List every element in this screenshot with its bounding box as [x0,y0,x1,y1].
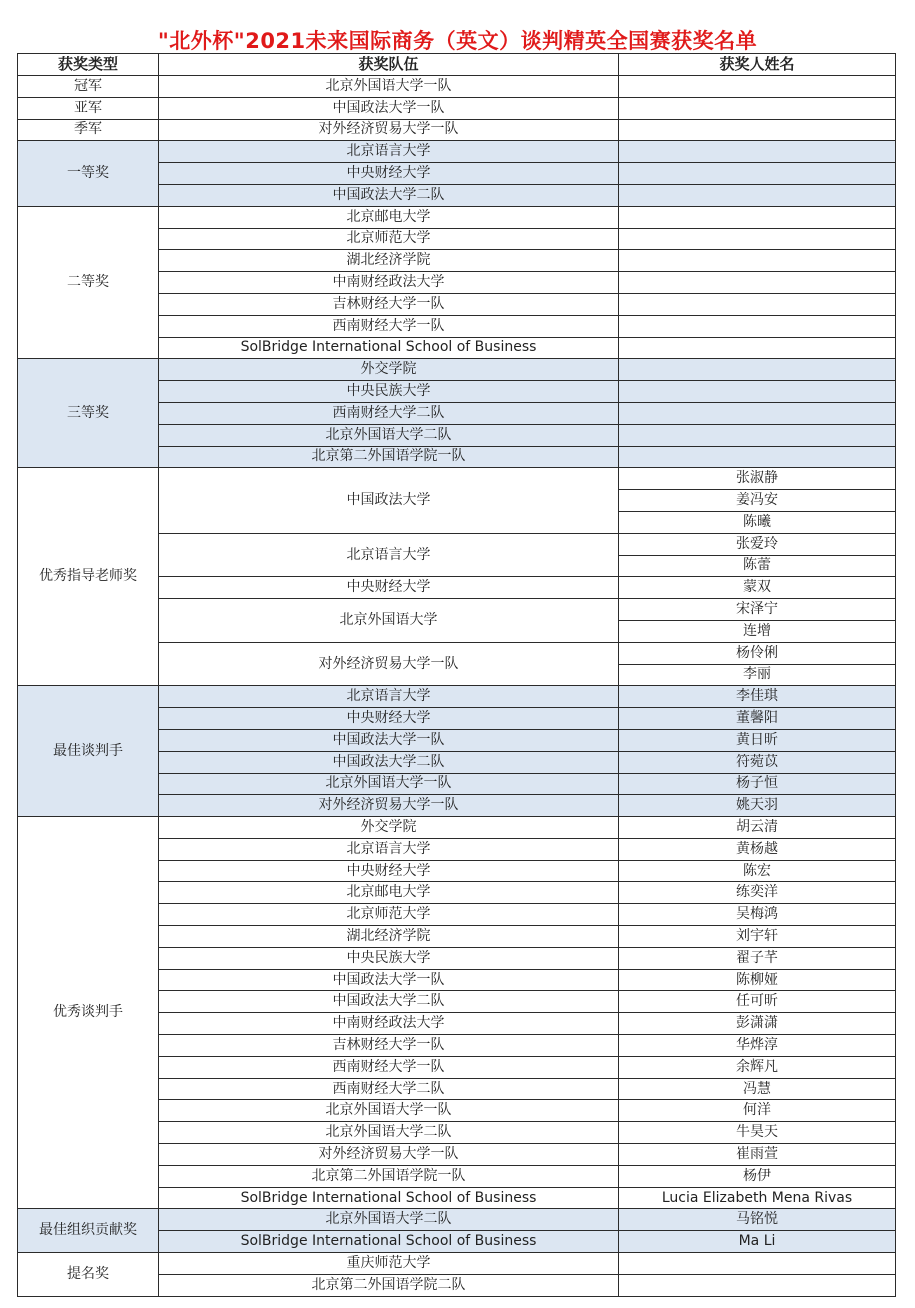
winner-name-cell: 黄日昕 [619,729,896,751]
team-cell: 中国政法大学一队 [159,729,619,751]
team-cell: SolBridge International School of Business [159,337,619,359]
winner-name-cell: 杨伶俐 [619,642,896,664]
winner-name-cell: 胡云清 [619,817,896,839]
winner-name-cell: 李丽 [619,664,896,686]
award-type-cell: 提名奖 [18,1253,159,1297]
winner-name-cell: 刘宇轩 [619,926,896,948]
winner-name-cell: 何洋 [619,1100,896,1122]
team-cell: 北京第二外国语学院一队 [159,446,619,468]
table-row [18,97,896,119]
team-cell: 北京外国语大学一队 [159,773,619,795]
team-cell: 北京外国语大学一队 [159,76,619,98]
team-cell: SolBridge International School of Business [159,1187,619,1209]
team-cell: 北京外国语大学二队 [159,1209,619,1231]
award-table [17,53,896,1297]
table-row [18,206,896,228]
award-type-cell: 优秀谈判手 [18,817,159,1209]
team-cell: 对外经济贸易大学一队 [159,1144,619,1166]
table-row [18,817,896,839]
award-type-cell: 三等奖 [18,359,159,468]
team-cell: 北京师范大学 [159,228,619,250]
team-cell: 对外经济贸易大学一队 [159,642,619,686]
award-type-cell: 二等奖 [18,206,159,359]
team-cell: 北京外国语大学 [159,599,619,643]
winner-name-cell: 陈柳娅 [619,969,896,991]
team-cell: 西南财经大学一队 [159,1056,619,1078]
winner-name-cell: Ma Li [619,1231,896,1253]
winner-name-cell [619,119,896,141]
winner-name-cell [619,315,896,337]
award-type-cell: 亚军 [18,97,159,119]
team-cell: 湖北经济学院 [159,926,619,948]
winner-name-cell: 姜冯安 [619,490,896,512]
team-cell: 外交学院 [159,817,619,839]
winner-name-cell [619,293,896,315]
winner-name-cell [619,228,896,250]
winner-name-cell: Lucia Elizabeth Mena Rivas [619,1187,896,1209]
table-row [18,359,896,381]
team-cell: 北京语言大学 [159,533,619,577]
team-cell: 吉林财经大学一队 [159,1035,619,1057]
winner-name-cell [619,337,896,359]
team-cell: 中央财经大学 [159,163,619,185]
winner-name-cell: 练奕洋 [619,882,896,904]
team-cell: 中国政法大学二队 [159,991,619,1013]
winner-name-cell: 蒙双 [619,577,896,599]
team-cell: SolBridge International School of Business [159,1231,619,1253]
table-header-row [18,54,896,76]
winner-name-cell: 马铭悦 [619,1209,896,1231]
team-cell: 中国政法大学二队 [159,184,619,206]
winner-name-cell: 张爱玲 [619,533,896,555]
award-type-cell: 最佳组织贡献奖 [18,1209,159,1253]
team-cell: 西南财经大学二队 [159,402,619,424]
winner-name-cell [619,1253,896,1275]
winner-name-cell: 杨伊 [619,1165,896,1187]
winner-name-cell: 彭潇潇 [619,1013,896,1035]
team-cell: 北京语言大学 [159,686,619,708]
table-row [18,1209,896,1231]
winner-name-cell: 董馨阳 [619,708,896,730]
winner-name-cell: 翟子芊 [619,947,896,969]
winner-name-cell [619,97,896,119]
team-cell: 中国政法大学一队 [159,969,619,991]
winner-name-cell [619,424,896,446]
winner-name-cell: 陈曦 [619,511,896,533]
winner-name-cell: 牛昊天 [619,1122,896,1144]
team-cell: 中国政法大学一队 [159,97,619,119]
team-cell: 中央财经大学 [159,860,619,882]
winner-name-cell [619,1274,896,1296]
team-cell: 中国政法大学 [159,468,619,533]
team-cell: 对外经济贸易大学一队 [159,795,619,817]
team-cell: 北京外国语大学二队 [159,1122,619,1144]
winner-name-cell [619,141,896,163]
winner-name-cell [619,184,896,206]
winner-name-cell [619,250,896,272]
winner-name-cell: 崔雨萱 [619,1144,896,1166]
award-type-cell: 优秀指导老师奖 [18,468,159,686]
table-row [18,76,896,98]
table-body [18,76,896,1297]
team-cell: 北京第二外国语学院二队 [159,1274,619,1296]
winner-name-cell: 华烨淳 [619,1035,896,1057]
award-type-cell: 最佳谈判手 [18,686,159,817]
team-cell: 北京邮电大学 [159,882,619,904]
team-cell: 湖北经济学院 [159,250,619,272]
award-type-cell: 一等奖 [18,141,159,206]
table-row [18,141,896,163]
team-cell: 中南财经政法大学 [159,272,619,294]
winner-name-cell: 符菀苡 [619,751,896,773]
team-cell: 重庆师范大学 [159,1253,619,1275]
team-cell: 中央财经大学 [159,577,619,599]
team-cell: 北京外国语大学一队 [159,1100,619,1122]
winner-name-cell: 姚天羽 [619,795,896,817]
winner-name-cell [619,402,896,424]
header-winner-name: 获奖人姓名 [619,54,896,76]
page-title: "北外杯"2021未来国际商务（英文）谈判精英全国赛获奖名单 [157,29,758,53]
team-cell: 中央民族大学 [159,381,619,403]
winner-name-cell: 陈蕾 [619,555,896,577]
winner-name-cell [619,206,896,228]
winner-name-cell [619,446,896,468]
table-row [18,686,896,708]
team-cell: 外交学院 [159,359,619,381]
team-cell: 中国政法大学二队 [159,751,619,773]
winner-name-cell: 杨子恒 [619,773,896,795]
team-cell: 北京语言大学 [159,838,619,860]
winner-name-cell: 连增 [619,620,896,642]
table-row [18,1253,896,1275]
award-type-cell: 冠军 [18,76,159,98]
team-cell: 西南财经大学一队 [159,315,619,337]
winner-name-cell: 余辉凡 [619,1056,896,1078]
table-row [18,468,896,490]
winner-name-cell: 陈宏 [619,860,896,882]
winner-name-cell: 冯慧 [619,1078,896,1100]
team-cell: 北京第二外国语学院一队 [159,1165,619,1187]
header-team: 获奖队伍 [159,54,619,76]
team-cell: 吉林财经大学一队 [159,293,619,315]
team-cell: 中央民族大学 [159,947,619,969]
header-award-type: 获奖类型 [18,54,159,76]
winner-name-cell [619,381,896,403]
winner-name-cell [619,163,896,185]
team-cell: 西南财经大学二队 [159,1078,619,1100]
winner-name-cell: 李佳琪 [619,686,896,708]
table-row [18,119,896,141]
winner-name-cell [619,359,896,381]
team-cell: 北京师范大学 [159,904,619,926]
award-type-cell: 季军 [18,119,159,141]
winner-name-cell: 张淑静 [619,468,896,490]
winner-name-cell [619,76,896,98]
team-cell: 中南财经政法大学 [159,1013,619,1035]
team-cell: 中央财经大学 [159,708,619,730]
team-cell: 对外经济贸易大学一队 [159,119,619,141]
winner-name-cell: 任可昕 [619,991,896,1013]
winner-name-cell: 黄杨越 [619,838,896,860]
winner-name-cell: 宋泽宁 [619,599,896,621]
team-cell: 北京语言大学 [159,141,619,163]
winner-name-cell [619,272,896,294]
winner-name-cell: 吴梅鸿 [619,904,896,926]
team-cell: 北京外国语大学二队 [159,424,619,446]
team-cell: 北京邮电大学 [159,206,619,228]
